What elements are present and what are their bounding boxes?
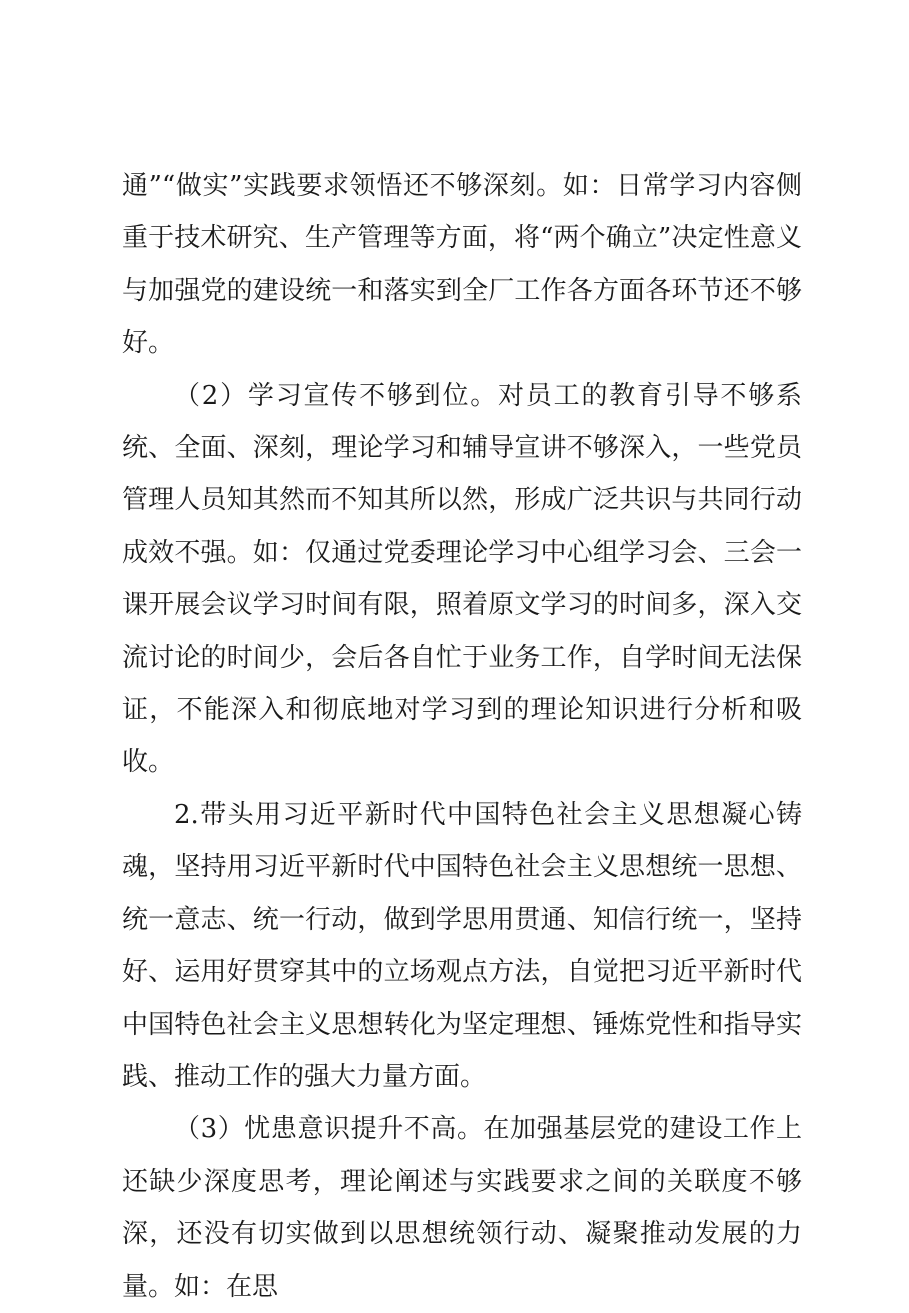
paragraph-item-2: （2）学习宣传不够到位。对员工的教育引导不够系统、全面、深刻，理论学习和辅导宣讲不够深入，一些党员管理人员知其然而不知其所以然，形成广泛共识与共同行动成效不强。如：仅通过党委理论学习中心组学习会、三会一课开展会议学习时间有限，照着原文学习的时间多，深入交流讨论的时间少，会后各自忙于业务工作，自学时间无法保证，不能深入和彻底地对学习到的理论知识进行分析和吸收。: [122, 380, 802, 778]
paragraph-item-3: （3）忧患意识提升不高。在加强基层党的建设工作上还缺少深度思考，理论阐述与实践要求之间的关联度不够深，还没有切实做到以思想统领行动、凝聚推动发展的力量。如：在思: [122, 1114, 802, 1302]
paragraph-continuation: 通”“做实”实践要求领悟还不够深刻。如：日常学习内容侧重于技术研究、生产管理等方面，将“两个确立”决定性意义与加强党的建设统一和落实到全厂工作各方面各环节还不够好。: [122, 171, 802, 359]
document-body: [122, 160, 802, 1313]
paragraph-section-2: 2.带头用习近平新时代中国特色社会主义思想凝心铸魂，坚持用习近平新时代中国特色社会主义思想统一思想、统一意志、统一行动，做到学思用贯通、知信行统一，坚持好、运用好贯穿其中的立场观点方法，自觉把习近平新时代中国特色社会主义思想转化为坚定理想、锤炼党性和指导实践、推动工作的强大力量方面。: [122, 799, 802, 1092]
